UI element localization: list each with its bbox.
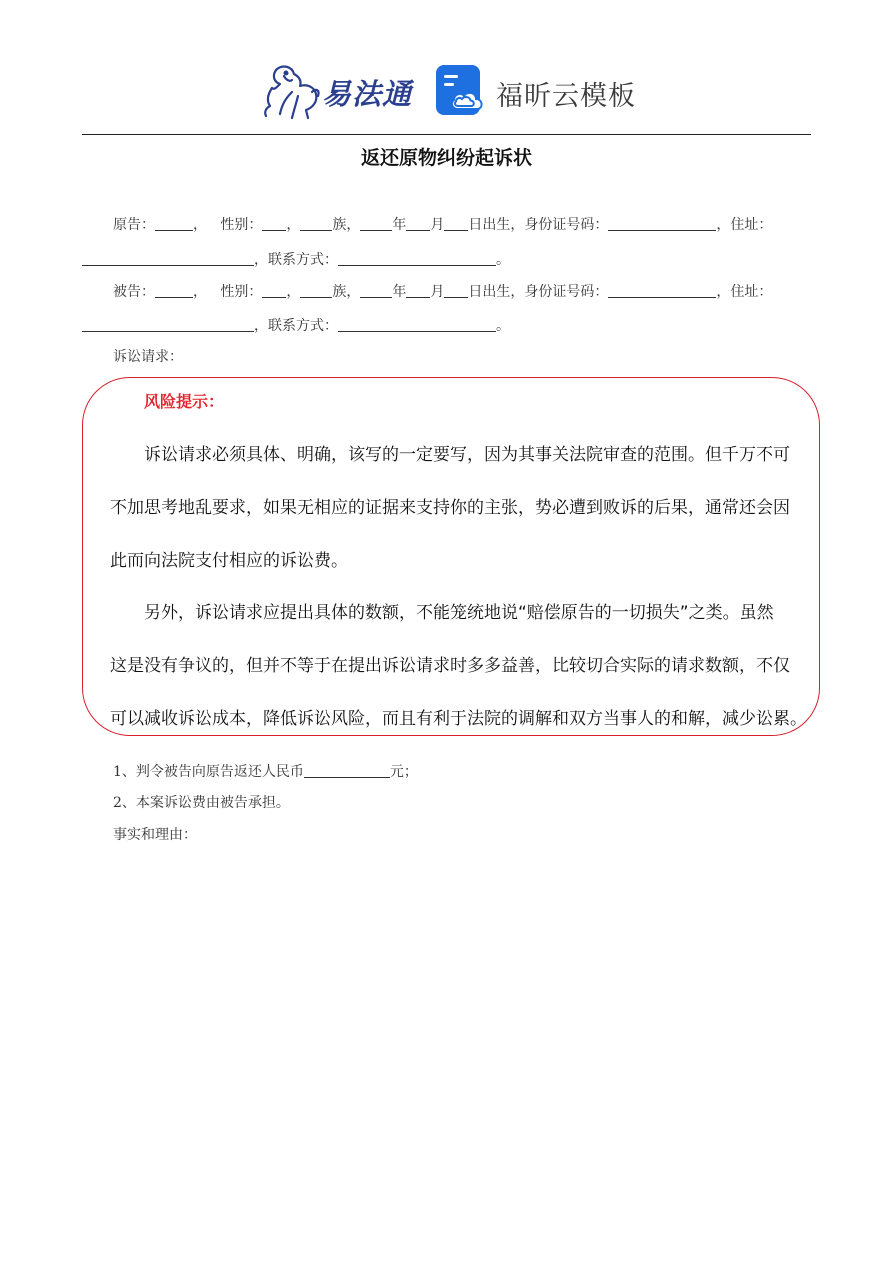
plaintiff-address-label: ，住址：: [716, 217, 773, 233]
defendant-name-blank[interactable]: [155, 283, 193, 298]
defendant-address-label: ，住址：: [716, 284, 773, 300]
foxit-cloud-template-logo-icon: [436, 65, 486, 117]
plaintiff-ethnicity-label: 族，: [332, 217, 361, 233]
defendant-line-end: 。: [496, 318, 510, 334]
defendant-ethnicity-label: 族，: [332, 284, 361, 300]
plaintiff-year-label: 年: [392, 217, 407, 233]
defendant-gender-blank[interactable]: [262, 283, 286, 298]
claim-item-1: [113, 761, 418, 781]
defendant-contact-label: ，联系方式：: [254, 318, 338, 334]
yifatong-logo-text: 易法通: [322, 77, 413, 111]
plaintiff-info-line-1: 原告： ， 性别： ， 族， 年 月 日出生，身份证号码： ，住址：: [113, 217, 773, 233]
defendant-month-blank[interactable]: [406, 283, 430, 298]
risk-warning-line: 这是没有争议的，但并不等于在提出诉讼请求时多多益善，比较切合实际的请求数额，不仅: [110, 656, 790, 676]
risk-warning-title: 风险提示：: [144, 392, 225, 411]
claim-amount-blank[interactable]: [304, 763, 390, 778]
header-divider: [82, 134, 811, 135]
defendant-month-label: 月: [430, 284, 445, 300]
plaintiff-month-blank[interactable]: [406, 216, 430, 231]
risk-warning-line: 可以减收诉讼成本，降低诉讼风险，而且有利于法院的调解和双方当事人的和解，减少讼累。: [110, 709, 807, 729]
plaintiff-id-label: 日出生，身份证号码：: [468, 217, 609, 233]
claim-item-2: 2、本案诉讼费由被告承担。: [113, 795, 290, 811]
risk-warning-line: 此而向法院支付相应的诉讼费。: [110, 551, 348, 571]
plaintiff-gender-blank[interactable]: [262, 216, 286, 231]
claim-item-1-text: 1、判令被告向原告返还人民币: [113, 764, 304, 780]
defendant-contact-blank[interactable]: [338, 317, 496, 332]
defendant-day-blank[interactable]: [444, 283, 468, 298]
defendant-info-line-1: 被告： ， 性别： ， 族， 年 月 日出生，身份证号码： ，住址：: [113, 284, 773, 300]
plaintiff-gender-label: 性别：: [220, 217, 263, 233]
plaintiff-name-blank[interactable]: [155, 216, 193, 231]
risk-warning-line: 诉讼请求必须具体、明确，该写的一定要写，因为其事关法院审查的范围。但千万不可: [144, 445, 790, 465]
plaintiff-year-blank[interactable]: [360, 216, 392, 231]
defendant-ethnicity-blank[interactable]: [300, 283, 332, 298]
plaintiff-contact-label: ，联系方式：: [254, 252, 338, 268]
document-title: 返还原物纠纷起诉状: [360, 147, 532, 169]
plaintiff-info-line-2: [82, 249, 510, 269]
plaintiff-label: 原告：: [113, 217, 155, 233]
defendant-address-blank[interactable]: [82, 317, 254, 332]
risk-warning-line: 另外，诉讼请求应提出具体的数额，不能笼统地说“赔偿原告的一切损失”之类。虽然: [144, 603, 774, 623]
facts-label: 事实和理由：: [113, 827, 197, 843]
defendant-label: 被告：: [113, 284, 155, 300]
defendant-id-label: 日出生，身份证号码：: [468, 284, 609, 300]
defendant-id-blank[interactable]: [608, 283, 716, 298]
plaintiff-id-blank[interactable]: [608, 216, 716, 231]
defendant-gender-label: 性别：: [220, 284, 263, 300]
plaintiff-day-blank[interactable]: [444, 216, 468, 231]
foxit-cloud-template-logo-text: 福昕云模板: [496, 81, 636, 112]
defendant-year-label: 年: [392, 284, 407, 300]
plaintiff-ethnicity-blank[interactable]: [300, 216, 332, 231]
risk-warning-line: 不加思考地乱要求，如果无相应的证据来支持你的主张，势必遭到败诉的后果，通常还会因: [110, 498, 790, 518]
defendant-info-line-2: [82, 315, 510, 335]
claims-label: 诉讼请求：: [113, 349, 183, 365]
plaintiff-contact-blank[interactable]: [338, 251, 496, 266]
plaintiff-line-end: 。: [496, 252, 510, 268]
plaintiff-address-blank[interactable]: [82, 251, 254, 266]
plaintiff-month-label: 月: [430, 217, 445, 233]
defendant-year-blank[interactable]: [360, 283, 392, 298]
claim-item-1-unit: 元；: [389, 764, 418, 780]
